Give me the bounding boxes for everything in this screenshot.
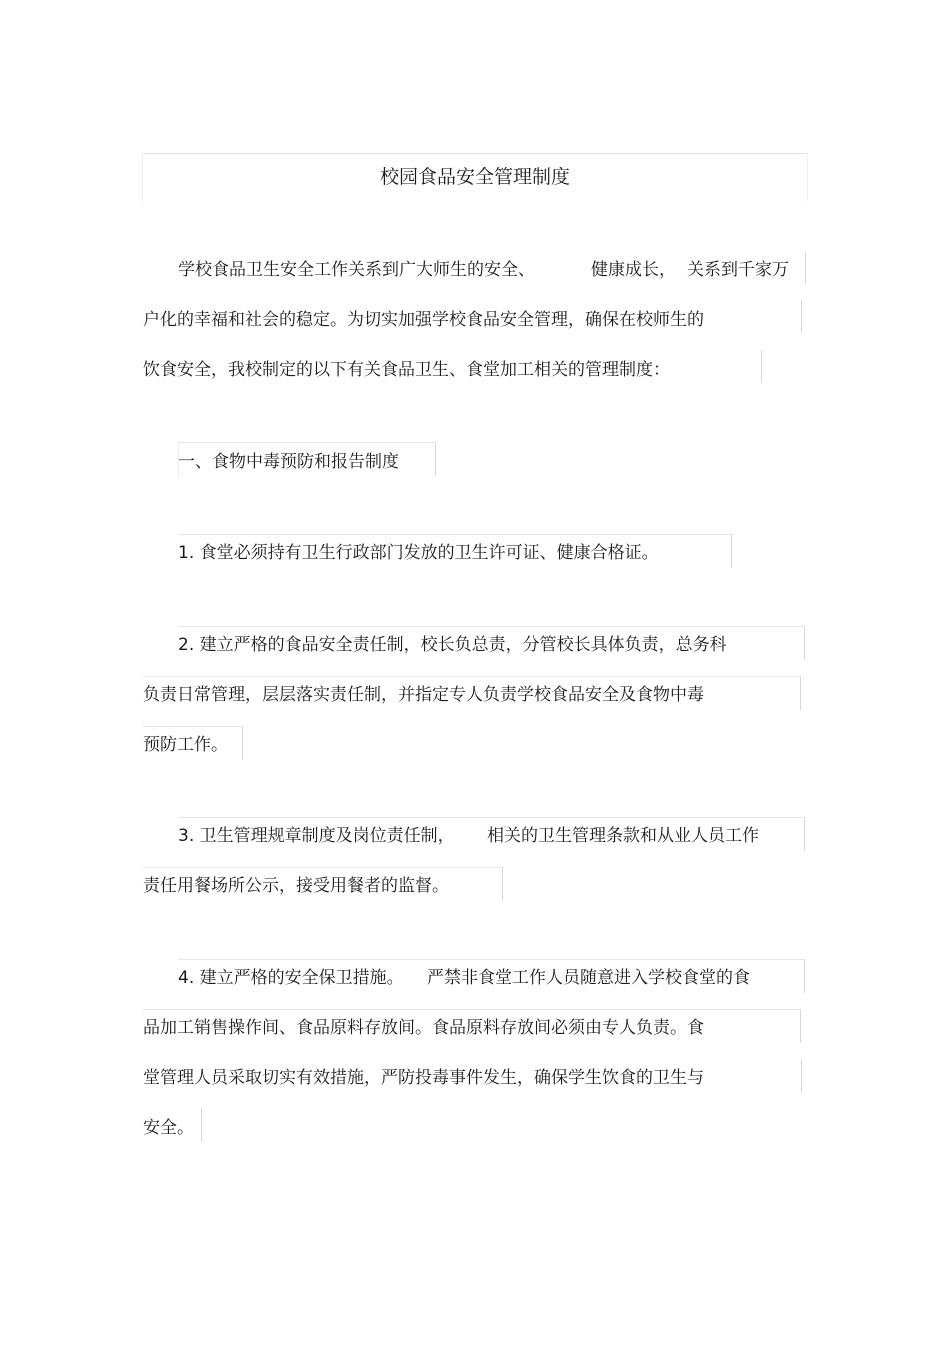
- item-4-line-1a: 4. 建立严格的安全保卫措施。: [178, 968, 404, 988]
- section-heading: 一、食物中毒预防和报告制度: [178, 452, 399, 472]
- intro-line-1b: 健康成长，: [591, 260, 676, 280]
- text-frame: [782, 300, 802, 333]
- intro-line-1c: 关系到千家万: [687, 260, 789, 280]
- item-4-line-3: 堂管理人员采取切实有效措施，严防投毒事件发生，确保学生饮食的卫生与: [143, 1068, 704, 1088]
- item-3-line-1b: 相关的卫生管理条款和从业人员工作: [487, 826, 759, 846]
- item-2-line-3: 预防工作。: [143, 735, 228, 755]
- item-2-line-1: 2. 建立严格的食品安全责任制，校长负总责，分管校长具体负责，总务科: [178, 635, 727, 655]
- item-2-line-2: 负责日常管理，层层落实责任制，并指定专人负责学校食品安全及食物中毒: [143, 685, 704, 705]
- item-4-line-4: 安全。: [143, 1118, 194, 1138]
- item-1-line-1: 1. 食堂必须持有卫生行政部门发放的卫生许可证、健康合格证。: [178, 543, 659, 563]
- intro-line-3: 饮食安全，我校制定的以下有关食品卫生、食堂加工相关的管理制度：: [143, 360, 670, 380]
- text-frame: [742, 350, 762, 383]
- item-4-line-1b: 严禁非食堂工作人员随意进入学校食堂的食: [427, 968, 750, 988]
- item-4-line-2: 品加工销售操作间、食品原料存放间。食品原料存放间必须由专人负责。食: [143, 1018, 704, 1038]
- intro-line-2: 户化的幸福和社会的稳定。为切实加强学校食品安全管理，确保在校师生的: [143, 310, 704, 330]
- item-3-line-2: 责任用餐场所公示，接受用餐者的监督。: [143, 876, 449, 896]
- page-title: 校园食品安全管理制度: [379, 166, 570, 188]
- text-frame: [782, 1059, 802, 1093]
- text-frame: [786, 252, 806, 284]
- intro-line-1a: 学校食品卫生安全工作关系到广大师生的安全、: [178, 260, 535, 280]
- item-3-line-1a: 3. 卫生管理规章制度及岗位责任制，: [178, 826, 455, 846]
